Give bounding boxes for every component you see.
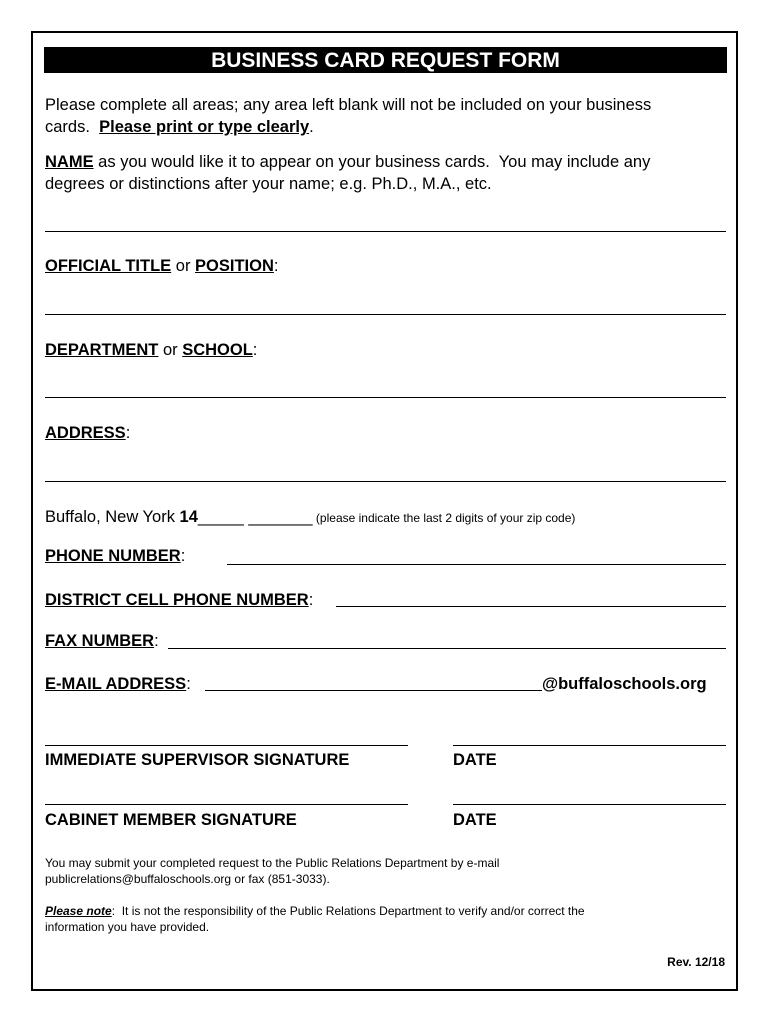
cabinet-signature-label: CABINET MEMBER SIGNATURE [45, 811, 297, 829]
address-colon: : [125, 424, 131, 442]
name-description-1: as you would like it to appear on your business cards. You may include any [93, 153, 651, 171]
cell-colon: : [308, 591, 314, 609]
city-zip-row [45, 506, 575, 529]
phone-label-row [45, 545, 185, 567]
title-label-row [45, 255, 278, 277]
intro-line-2-suffix: . [309, 118, 314, 136]
submit-instructions [45, 855, 499, 887]
official-title-label: OFFICIAL TITLE [45, 257, 172, 275]
intro-line-2 [45, 116, 651, 138]
address-label-row [45, 422, 130, 444]
department-colon: : [252, 341, 258, 359]
form-title: BUSINESS CARD REQUEST FORM [44, 47, 727, 73]
print-clearly-emphasis: Please print or type clearly [99, 118, 310, 136]
phone-field-line[interactable] [227, 564, 726, 565]
note-label: Please note [45, 904, 112, 918]
supervisor-signature-line[interactable] [45, 745, 408, 746]
phone-label: PHONE NUMBER [45, 547, 181, 565]
school-label: SCHOOL [182, 341, 253, 359]
fax-label-row [45, 630, 159, 652]
submit-line-1: You may submit your completed request to the Public Relations Department by e-mail [45, 856, 500, 870]
name-description-2: degrees or distinctions after your name; e.g. Ph.D., M.A., etc. [45, 175, 492, 193]
fax-field-line[interactable] [168, 648, 726, 649]
department-label-row [45, 339, 257, 361]
email-field-line[interactable] [205, 690, 542, 691]
note-text-1: : It is not the responsibility of the Public Relations Department to verify and/or correct the [111, 904, 585, 918]
zip-note: (please indicate the last 2 digits of your zip code) [312, 511, 576, 525]
cabinet-signature-line[interactable] [45, 804, 408, 805]
phone-colon: : [180, 547, 186, 565]
name-line-1 [45, 151, 650, 173]
supervisor-date-label: DATE [453, 751, 497, 769]
intro-line-1: Please complete all areas; any area left blank will not be included on your business [45, 96, 652, 114]
department-field-line[interactable] [45, 397, 726, 398]
cell-phone-label: DISTRICT CELL PHONE NUMBER [45, 591, 309, 609]
zip-prefix: 14 [179, 508, 198, 526]
name-field-line[interactable] [45, 231, 726, 232]
name-label: NAME [45, 153, 94, 171]
title-colon: : [273, 257, 279, 275]
note-text-2: information you have provided. [45, 920, 210, 934]
fax-label: FAX NUMBER [45, 632, 155, 650]
supervisor-date-line[interactable] [453, 745, 726, 746]
email-domain: @buffaloschools.org [542, 675, 707, 693]
cabinet-date-label: DATE [453, 811, 497, 829]
cell-phone-field-line[interactable] [336, 606, 726, 607]
submit-line-2: publicrelations@buffaloschools.org or fax (851-3033). [45, 872, 330, 886]
title-or: or [171, 257, 196, 275]
cabinet-date-line[interactable] [453, 804, 726, 805]
address-label: ADDRESS [45, 424, 126, 442]
email-label-row [45, 673, 191, 695]
cell-label-row [45, 589, 313, 611]
title-field-line[interactable] [45, 314, 726, 315]
name-section [45, 151, 650, 195]
fax-colon: : [154, 632, 159, 650]
supervisor-signature-label: IMMEDIATE SUPERVISOR SIGNATURE [45, 751, 350, 769]
disclaimer-note [45, 903, 585, 935]
city-text: Buffalo, New York [45, 508, 180, 526]
address-field-line[interactable] [45, 481, 726, 482]
department-label: DEPARTMENT [45, 341, 159, 359]
intro-line-2-prefix: cards. [45, 118, 100, 136]
intro-text [45, 94, 651, 138]
revision-label: Rev. 12/18 [667, 955, 725, 969]
email-label: E-MAIL ADDRESS [45, 675, 187, 693]
zip-blanks[interactable]: _____ _______ [197, 508, 313, 526]
email-colon: : [186, 675, 191, 693]
note-line-1 [45, 903, 585, 919]
position-label: POSITION [195, 257, 274, 275]
department-or: or [158, 341, 183, 359]
